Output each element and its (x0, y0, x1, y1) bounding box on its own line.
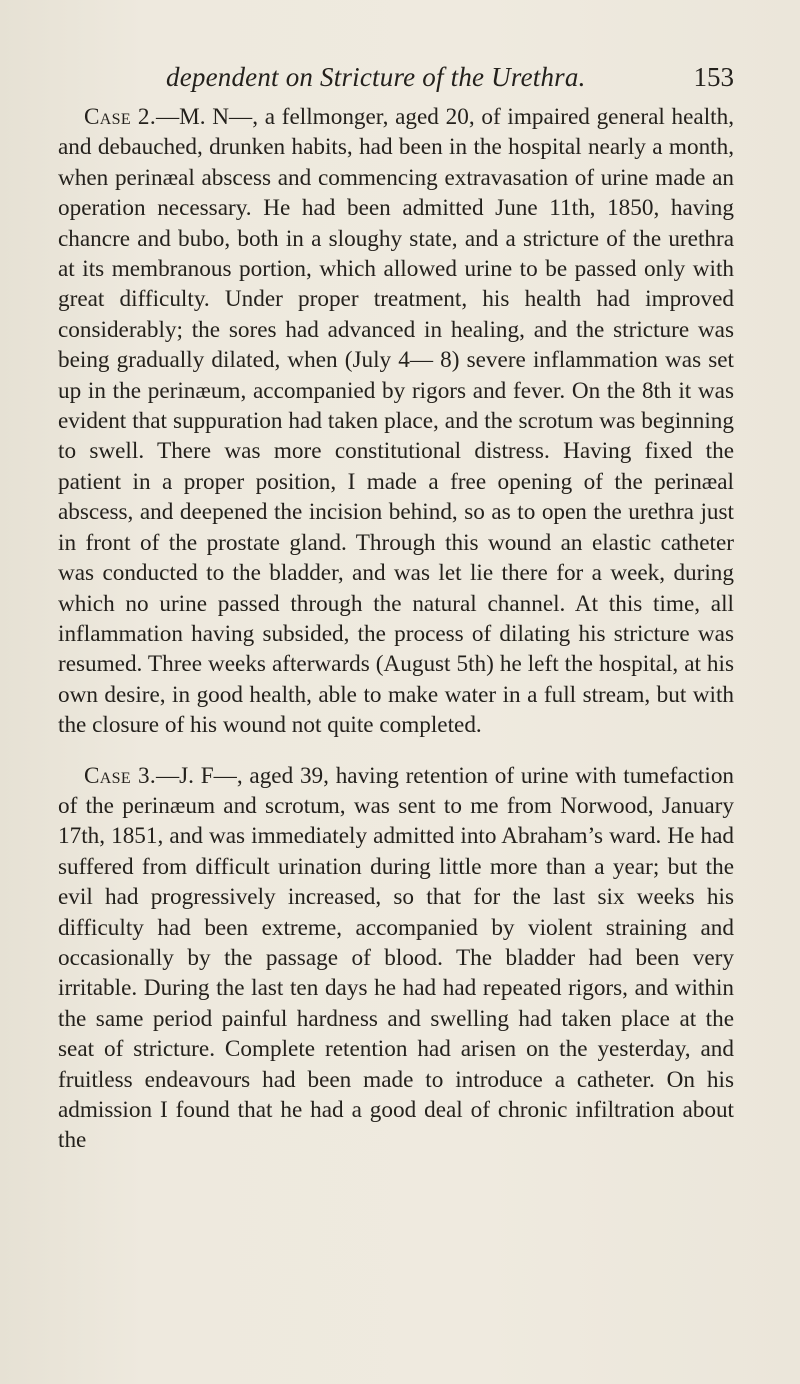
case-3-body: —J. F—, aged 39, having retention of urine with tumefaction of the perinæum and scrotum, was sent to me from Norwood, January 17th, 1851, and was immediately admitted into Abraham’s ward. He had suffered from difficult urination during little more than a year; but the evil had progressively increased, so that for the last six weeks his difficulty had been extreme, accompanied by violent straining and occasionally by the passage of blood. The bladder had been very irritable. During the last ten days he had had repeated rigors, and within the same period painful hardness and swelling had taken place at the seat of stricture. Complete retention had arisen on the yesterday, and fruitless endeavours had been made to introduce a catheter. On his admission I found that he had a good deal of chronic infiltration about the (58, 762, 735, 1154)
case-3-paragraph (58, 761, 734, 1156)
running-head (58, 62, 734, 102)
page-number: 153 (693, 62, 734, 92)
case-3-label: Case 3. (84, 762, 156, 789)
case-2-body: —M. N—, a fellmonger, aged 20, of impaired general health, and debauched, drunken habits, had been in the hospital nearly a month, when perinæal abscess and commencing extravasation of urine made an operation necessary. He had been admitted June 11th, 1850, having chancre and bubo, both in a sloughy state, and a stricture of the urethra at its membranous portion, which allowed urine to be passed only with great difficulty. Under proper treatment, his health had improved considerably; the sores had advanced in healing, and the stricture was being gradually dilated, when (July 4— 8) severe inflammation was set up in the perinæum, accompanied by rigors and fever. On the 8th it was evident that suppuration had taken place, and the scrotum was beginning to swell. There was more constitutional distress. Having fixed the patient in a proper position, I made a free opening of the perinæal abscess, and deepened the incision behind, so as to open the urethra just in front of the prostate gland. Through this wound an elastic catheter was conducted to the bladder, and was let lie there for a week, during which no urine passed through the natural channel. At this time, all inflammation having subsided, the process of dilating his stricture was resumed. Three weeks afterwards (August 5th) he left the hospital, at his own desire, in good health, able to make water in a full stream, but with the closure of his wound not quite completed. (58, 104, 734, 739)
case-2-paragraph (58, 102, 734, 741)
running-title: dependent on Stricture of the Urethra. (166, 62, 586, 92)
case-2-label: Case 2. (84, 104, 156, 130)
